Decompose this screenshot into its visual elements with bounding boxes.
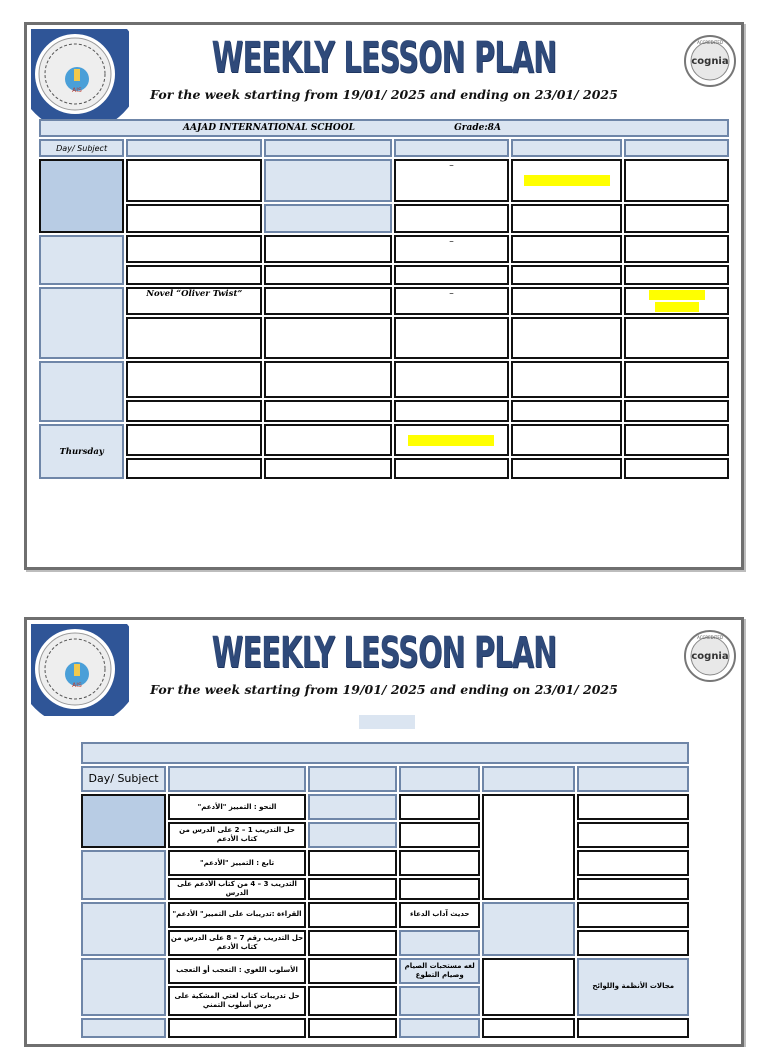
week-range: For the week starting from 19/01/ 2025 and ending on 23/01/ 2025 xyxy=(150,682,618,697)
lesson-text: القراءة :تدريبات على التمييز" الأدعم" xyxy=(172,910,302,919)
page-title: WEEKLY LESSON PLAN xyxy=(211,628,557,678)
class-slot xyxy=(359,715,415,729)
lesson-text: النحو : التمييز "الأدعم" xyxy=(197,802,277,811)
page-title: WEEKLY LESSON PLAN xyxy=(211,33,557,83)
highlight-mark xyxy=(524,175,610,186)
svg-text:AIS: AIS xyxy=(72,87,82,94)
thursday-label: Thursday xyxy=(39,424,124,479)
svg-text:AIS: AIS xyxy=(72,682,82,689)
day-cell xyxy=(39,235,124,285)
lesson-text: تابع : التمييز "الأدعم" xyxy=(199,858,275,867)
school-logo xyxy=(31,624,129,716)
lesson-text: الأسلوب اللغوي : التعجب أو التعجب xyxy=(176,966,298,975)
day-subject-header: Day/ Subject xyxy=(81,766,166,792)
svg-text:ACCREDITED: ACCREDITED xyxy=(697,40,723,45)
day-subject-header: Day/ Subject xyxy=(39,139,124,157)
lesson-plan-table: AAJAD INTERNATIONAL SCHOOL Grade:8A Day/ Subject – – Novel “Oliver Twist” – Thursday xyxy=(37,117,731,481)
lesson-plan-page-2 xyxy=(24,617,744,1047)
highlight-mark xyxy=(655,302,699,312)
school-logo xyxy=(31,29,129,121)
svg-text:cognia: cognia xyxy=(691,56,729,67)
cognia-badge-icon xyxy=(683,629,737,683)
highlight-mark xyxy=(408,435,494,446)
svg-text:cognia: cognia xyxy=(691,651,729,662)
school-name: AAJAD INTERNATIONAL SCHOOL xyxy=(183,123,355,133)
grade-label: Grade:8A xyxy=(454,123,501,133)
lesson-plan-page-1 xyxy=(24,22,744,570)
novel-lesson: Novel “Oliver Twist” xyxy=(146,289,243,299)
lesson-text: التدريب 3 – 4 من كتاب الأدعم على الدرس xyxy=(177,880,297,897)
highlight-mark xyxy=(649,290,705,300)
day-cell xyxy=(39,159,124,233)
lesson-plan-table xyxy=(79,740,691,1040)
lesson-text: حل التدريب 1 – 2 على الدرس من كتاب الأدعم xyxy=(179,826,295,843)
lesson-text: مجالات الأنظمة واللوائح xyxy=(592,982,675,991)
week-range: For the week starting from 19/01/ 2025 and ending on 23/01/ 2025 xyxy=(150,87,618,102)
lesson-text: حل تدريبات كتاب لغتي المشكية على درس أسلوب التمني xyxy=(174,991,300,1009)
cognia-badge-icon xyxy=(683,34,737,88)
day-cell xyxy=(39,287,124,359)
day-cell xyxy=(39,361,124,422)
lesson-text: حديث آداب الدعاء xyxy=(409,910,470,919)
lesson-text: لغه مستحبات الصيام وصيام التطوع xyxy=(404,961,475,979)
lesson-text: حل التدريب رقم 7 – 8 على الدرس من كتاب الأدعم xyxy=(170,933,304,951)
svg-text:ACCREDITED: ACCREDITED xyxy=(697,635,723,640)
